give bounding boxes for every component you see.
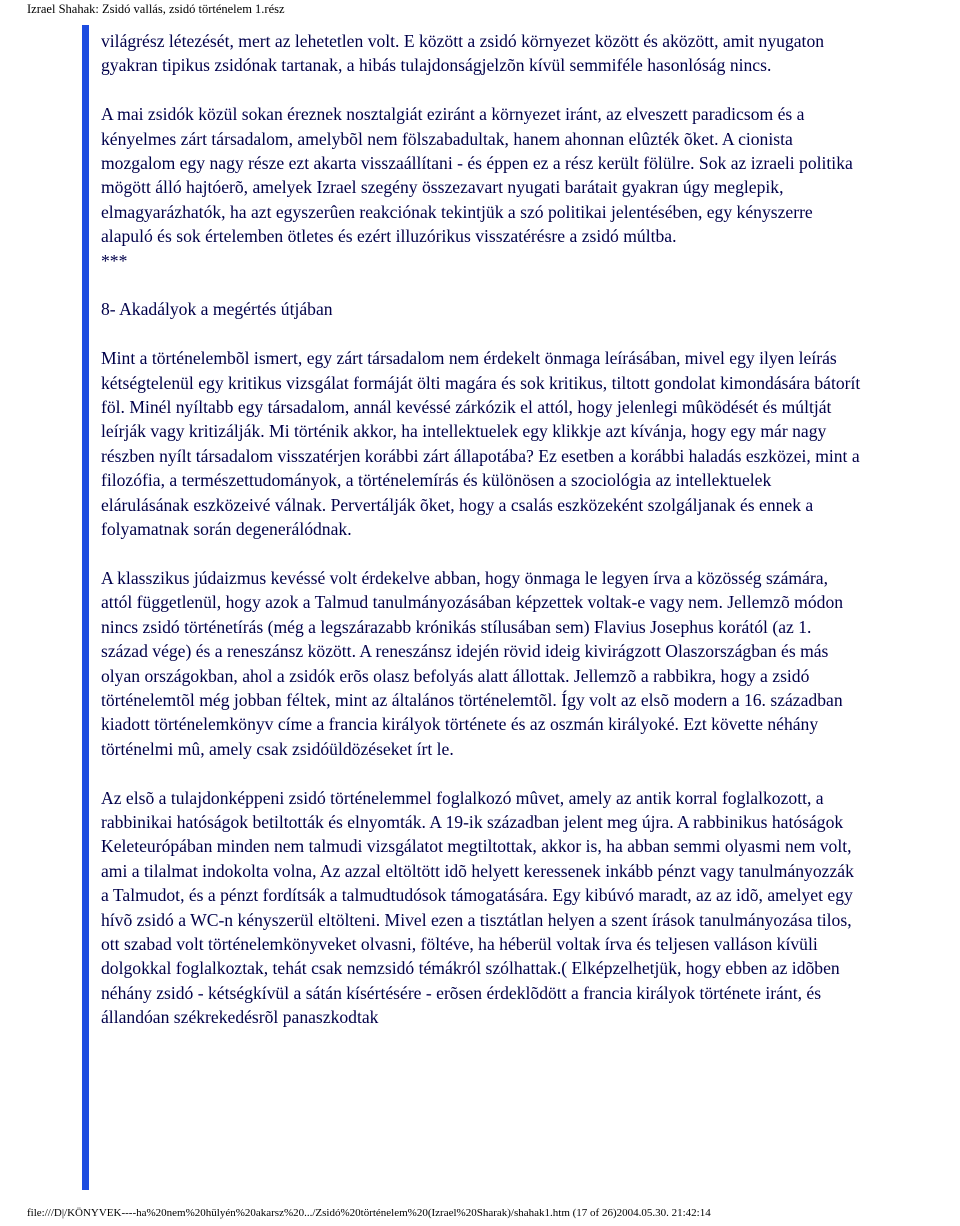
section-divider: ***	[101, 250, 128, 271]
article-body	[101, 29, 861, 1030]
section-heading: 8- Akadályok a megértés útjában	[101, 299, 333, 320]
blue-margin-bar	[82, 25, 89, 1190]
paragraph: Az elsõ a tulajdonképpeni zsidó történelemmel foglalkozó mûvet, amely az antik korral foglalkozott, a rabbinikai hatóságok betiltották és elnyomták. A 19-ik században jelent meg újra. A rabbinikus hatóságok Keleteurópában minden nem talmudi vizsgálatot megtiltottak, akkor is, ha abban semmi olyasmi nem volt, ami a tilalmat indokolta volna, Az azzal eltöltött idõ helyett keressenek inkább pénzt vagy tanulmányozzák a Talmudot, és a pénzt fordítsák a talmudtudósok támogatására. Egy kibúvó maradt, az az idõ, amelyet egy hívõ zsidó a WC-n kényszerül eltölteni. Mivel ezen a tisztátlan helyen a szent írások tanulmányozása tilos, ott szabad volt történelemkönyveket olvasni, föltéve, ha héberül voltak írva és teljesen valláson kívüli dolgokkal foglalkoztak, tehát csak nemzsidó témákról szólhattak.( Elképzelhetjük, hogy ebben az idõben néhány zsidó - kétségkívül a sátán kísértésére - erõsen érdeklõdött a francia királyok története iránt, és állandóan székrekedésrõl panaszkodtak	[101, 787, 854, 1028]
paragraph: világrész létezését, mert az lehetetlen volt. E között a zsidó környezet között és aközött, amit nyugaton gyakran tipikus zsidónak tartanak, a hibás tulajdonságjelzõn kívül semmiféle hasonlóság nincs.	[101, 31, 825, 76]
page-header-title: Izrael Shahak: Zsidó vallás, zsidó történelem 1.rész	[27, 2, 285, 16]
paragraph: A klasszikus júdaizmus kevéssé volt érdekelve abban, hogy önmaga le legyen írva a közösség számára, attól függetlenül, hogy azok a Talmud tanulmányozásában képzettek voltak-e vagy nem. Jellemzõ módon nincs zsidó történetírás (még a legszárazabb krónikás stílusában sem) Flavius Josephus korától (az 1. század vége) és a reneszánsz között. A reneszánsz idején rövid ideig kivirágzott Olaszországban és más olyan országokban, ahol a zsidók erõs olasz befolyás alatt állottak. Jellemzõ a rabbikra, hogy a zsidó történelemtõl még jobban féltek, mint az általános történelemtõl. Így volt az elsõ modern a 16. században kiadott történelemkönyv címe a francia királyok története és az oszmán királyoké. Ezt követte néhány történelmi mû, amely csak zsidóüldözéseket írt le.	[101, 567, 844, 759]
page-footer-path: file:///D|/KÖNYVEK----ha%20nem%20hülyén%20akarsz%20.../Zsidó%20történelem%20(Izrael%20Sharak)/shahak1.htm (17 of 26)2004.05.30. 21:42:14	[27, 1207, 711, 1219]
paragraph: A mai zsidók közül sokan éreznek nosztalgiát eziránt a környezet iránt, az elveszett paradicsom és a kényelmes zárt társadalom, amelybõl nem fölszabadultak, hanem ahonnan elûzték õket. A cionista mozgalom egy nagy része ezt akarta visszaállítani - és éppen ez a rész került fölülre. Sok az izraeli politika mögött álló hajtóerõ, amelyek Izrael szegény összezavart nyugati barátait gyakran úgy meglepik, elmagyarázhatók, ha azt egyszerûen reakciónak tekintjük a szó politikai jelentésében, egy kényszerre alapuló és sok értelemben ötletes és ezért illuzórikus visszatérésre a zsidó múltba.	[101, 104, 853, 247]
paragraph: Mint a történelembõl ismert, egy zárt társadalom nem érdekelt önmaga leírásában, mivel egy ilyen leírás kétségtelenül egy kritikus vizsgálat formáját ölti magára és sok kritikus, tiltott gondolat kimondására bátorít föl. Minél nyíltabb egy társadalom, annál kevéssé zárkózik el attól, hogy jelenlegi mûködését és múltját leírják vagy kritizálják. Mi történik akkor, ha intellektuelek egy klikkje azt kívánja, hogy egy már nagy részben nyílt társadalom visszatérjen korábbi zárt állapotába? Ez esetben a korábbi haladás eszközei, mint a filozófia, a természettudományok, a történelemírás és különösen a szociológia az intellektuelek elárulásának eszközeivé válnak. Pervertálják õket, hogy a csalás eszközeként szolgáljanak és ennek a folyamatnak során degenerálódnak.	[101, 348, 861, 540]
